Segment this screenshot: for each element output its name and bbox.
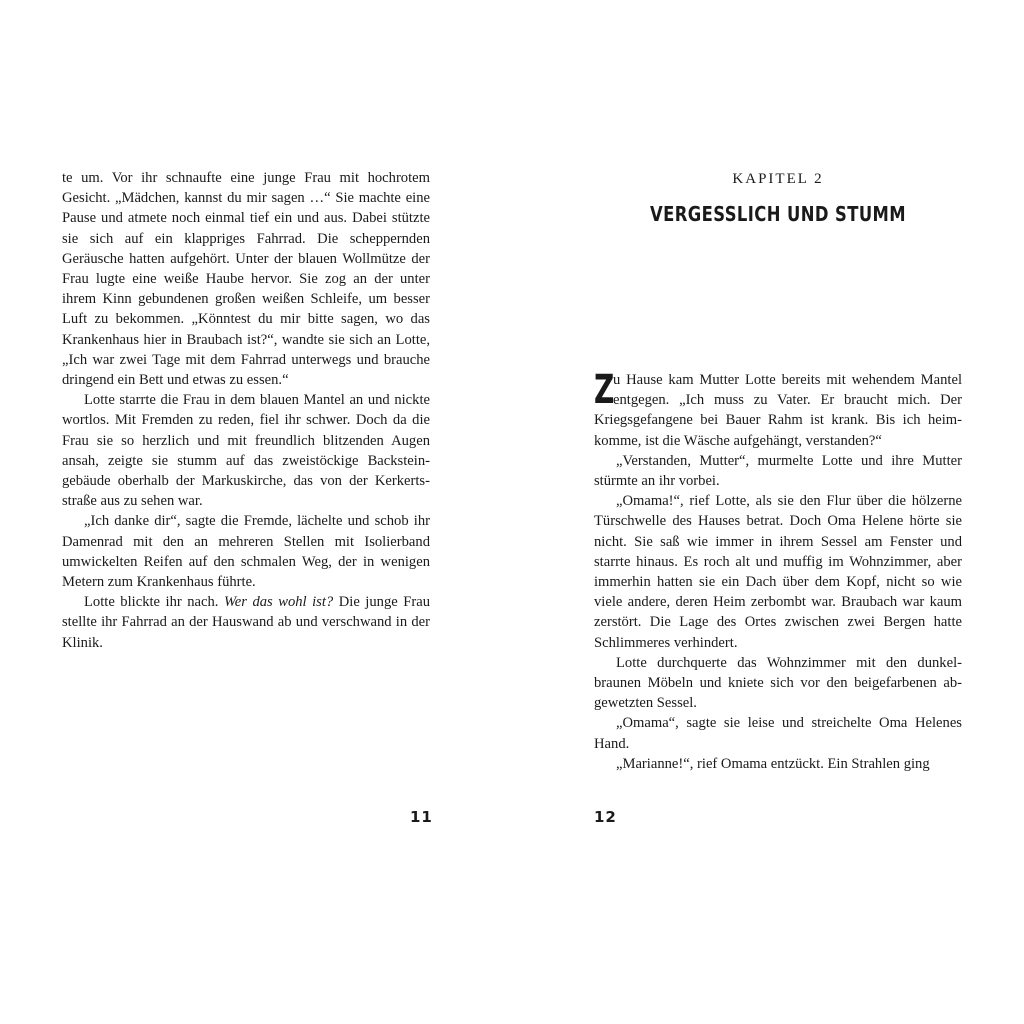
right-page [594, 168, 962, 772]
paragraph-text: te um. Vor ihr schnaufte eine junge Frau mit hochrotem Gesicht. „Mädchen, kannst du mir sagen …“ Sie machte eine Pause und atmete noch einmal tief ein und aus. Dabei stützte sie sich auf ein klappriges Fahrrad. Die scheppernden Geräusche hatten aufgehört. Unter der blauen Wollmütze der Frau lugte eine weiße Haube hervor. Sie zog an der unter ihrem Kinn gebundenen großen weißen Schleife, um besser Luft zu bekommen. „Könntest du mir bitte sagen, wo das Krankenhaus hier in Braubach ist?“, wandte sie sich an Lotte, „Ich war zwei Tage mit dem Fahrrad unterwegs und brauche dringend ein Bett und etwas zu essen.“ [62, 170, 430, 389]
paragraph-left-3 [62, 511, 430, 592]
paragraph-text: Die junge Frau stellte ihr Fahrrad an der Hauswand ab und verschwand in der Klinik. [62, 594, 430, 651]
paragraph-right-1 [594, 367, 962, 451]
paragraph-right-4 [594, 653, 962, 714]
drop-cap: Z [594, 367, 615, 413]
paragraph-right-2 [594, 451, 962, 491]
paragraph-text: „Marianne!“, rief Omama entzückt. Ein Strahlen ging [616, 755, 930, 772]
paragraph-right-3 [594, 491, 962, 653]
paragraph-text: Lotte durchquerte das Wohnzimmer mit den dunkelbraunen Möbeln und kniete sich vor den beigefarbenen abgewetzten Sessel. [594, 654, 962, 712]
paragraph-text: „Ich danke dir“, sagte die Fremde, lächelte und schob ihr Damenrad mit den an mehreren Stellen mit Isolierband umwickelten Reifen auf den schmalen Weg, der in wenigen Metern zum Krankenhaus führte. [62, 513, 430, 591]
paragraph-text: „Omama!“, rief Lotte, als sie den Flur über die hölzerne Türschwelle des Hauses betrat. Doch Oma Helene hörte sie nicht. Sie saß wie immer in ihrem Sessel am Fenster und starrte hinaus. Es roch alt und muffig im Wohnzimmer, aber immerhin hatten sie ein Dach über dem Kopf, nicht so wie viele andere, deren Heim zerbombt war. Braubach war kaum zerstört. Die Lage des Ortes zwischen zwei Bergen hatte Schlimmeres verhindert. [594, 493, 962, 651]
page-number-right: 12 [594, 808, 617, 826]
paragraph-italic-text: Wer das wohl ist? [223, 594, 334, 611]
paragraph-text: „Omama“, sagte sie leise und streichelte Oma Helenes Hand. [594, 715, 962, 752]
paragraph-text: „Verstanden, Mutter“, murmelte Lotte und ihre Mutter stürmte an ihr vorbei. [594, 452, 962, 490]
paragraph-text: Lotte starrte die Frau in dem blauen Mantel an und nickte wortlos. Mit Fremden zu reden, fiel ihr schwer. Doch da die Frau sie so herzlich und mit freundlich blitzenden Augen ansah, zeigte sie stumm auf das zweistöckige Backsteingebäude oberhalb der Markuskirche, das von der Kerkertsstraße aus zu sehen war. [62, 392, 430, 510]
chapter-title: VERGESSLICH UND STUMM [649, 202, 907, 226]
chapter-body [594, 367, 962, 774]
paragraph-left-2 [62, 390, 430, 511]
paragraph-left-1 [62, 168, 430, 390]
chapter-label: KAPITEL 2 [732, 171, 824, 187]
paragraph-text: u Hause kam Mutter Lotte bereits mit wehendem Mantel entgegen. „Ich muss zu Vater. Er braucht mich. Der Kriegsgefangene bei Bauer Rahm ist krank. Bis ich heimkomme, ist die Wäsche aufgehängt, verstanden?“ [594, 372, 962, 449]
paragraph-text: Lotte blickte ihr nach. [84, 594, 224, 611]
page-number-left: 11 [410, 808, 433, 826]
paragraph-left-4 [62, 592, 430, 653]
paragraph-right-6 [594, 754, 962, 774]
left-page [62, 168, 430, 653]
paragraph-right-5 [594, 713, 962, 753]
